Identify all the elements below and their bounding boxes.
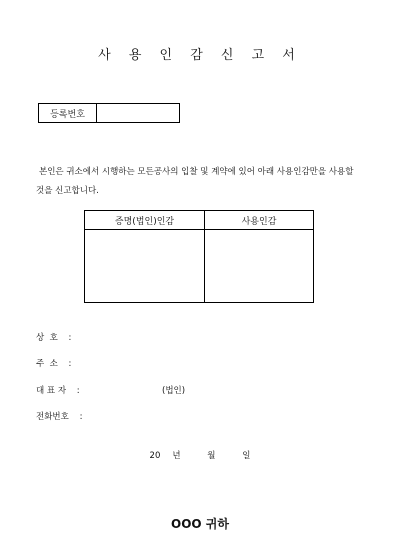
declaration-line-1: 본인은 귀소에서 시행하는 모든공사의 입찰 및 계약에 있어 아래 사용인감만을 사용할	[39, 167, 354, 177]
date-year: 20	[149, 451, 161, 461]
representative-label: 대 표 자	[36, 386, 67, 396]
phone-label: 전화번호	[36, 412, 69, 422]
address-label: 주 소	[36, 359, 58, 369]
registration-number-field[interactable]	[97, 104, 179, 122]
registration-number-box	[38, 103, 180, 123]
representative-field	[36, 384, 80, 396]
seal-table	[84, 210, 314, 303]
seal-table-header-row	[85, 211, 313, 230]
company-colon: :	[68, 333, 72, 343]
declaration-line-2: 것을 신고합니다.	[36, 186, 99, 196]
address-colon: :	[68, 359, 72, 369]
date-day-unit: 일	[242, 451, 251, 461]
company-label: 상 호	[36, 333, 58, 343]
phone-colon: :	[79, 412, 83, 422]
certified-seal-cell[interactable]	[85, 230, 205, 303]
declaration-statement	[36, 163, 376, 201]
registration-number-label: 등록번호	[39, 104, 97, 122]
date-year-unit: 년	[172, 451, 181, 461]
date-month-unit: 월	[207, 451, 216, 461]
addressee: OOO 귀하	[171, 517, 229, 531]
date-line	[0, 449, 400, 461]
document-title: 사 용 인 감 신 고 서	[98, 48, 302, 63]
usage-seal-header: 사용인감	[241, 216, 277, 227]
certified-seal-header: 증명(법인)인감	[85, 211, 205, 229]
company-field	[36, 331, 71, 343]
representative-colon: :	[76, 386, 80, 396]
usage-seal-cell[interactable]	[205, 230, 313, 303]
corporate-seal-note: (법인)	[162, 386, 186, 396]
address-field	[36, 357, 71, 369]
seal-table-body-row	[85, 230, 313, 303]
phone-field	[36, 410, 82, 422]
